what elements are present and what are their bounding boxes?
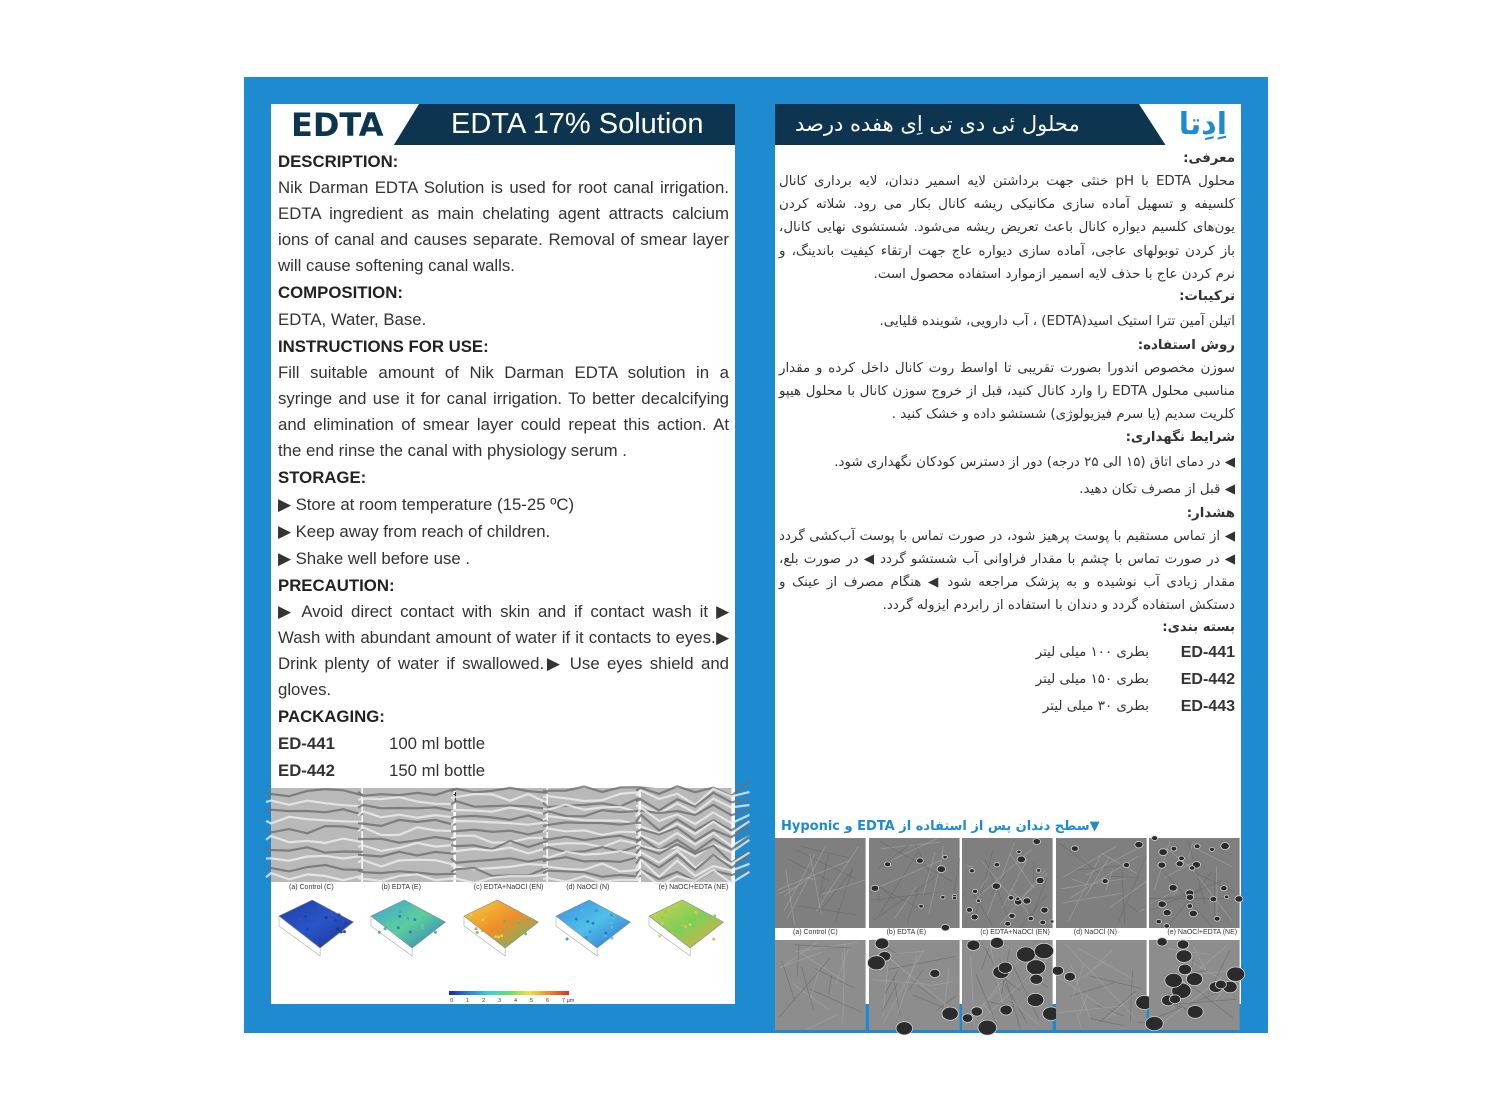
scale-tick: 7 µm — [562, 998, 575, 1004]
composition-heading-fa: ترکیبات: — [1179, 289, 1235, 305]
sem-image — [869, 838, 960, 928]
scale-tick: 5 — [530, 998, 534, 1004]
heatmap-image — [462, 896, 540, 956]
storage-item-fa: ◀ در دمای اتاق (۱۵ الی ۲۵ درجه) دور از دسترس کودکان نگهداری شود. — [834, 454, 1235, 470]
english-header — [271, 104, 735, 145]
description-heading: DESCRIPTION: — [278, 152, 399, 171]
figure-caption: ▼سطح دندان پس از استفاده از EDTA و Hyponic — [781, 819, 1100, 834]
instructions-text: Fill suitable amount of Nik Darman EDTA solution in a syringe and use it for canal irrigation. To better decalcifying and elimination of smear layer could repeat this action. At the end rinse the canal with physiology serum . — [278, 363, 729, 460]
sem-image — [869, 940, 960, 1030]
packaging-row-fa — [779, 666, 1235, 693]
packaging-desc-fa: بطری ۳۰ میلی لیتر — [1042, 699, 1149, 715]
packaging-heading-fa: بسته بندی: — [1162, 620, 1235, 636]
packaging-code: ED-442 — [278, 761, 335, 780]
packaging-desc: 150 ml bottle — [389, 761, 486, 780]
packaging-row — [278, 757, 729, 784]
texture-image — [271, 788, 361, 882]
storage-item: ▶ Shake well before use . — [278, 549, 471, 568]
packaging-code-fa: ED-443 — [1180, 698, 1235, 716]
packaging-code-fa: ED-442 — [1180, 671, 1235, 689]
warning-text: ◀ از تماس مستقیم با پوست پرهیز شود، در صورت تماس با پوست آب‌کشی گردد ◀ در صورت تماس با چشم با مقدار فراوانی آب شستشو گردد ◀ در صورت بلع، مقدار زیادی آب نوشیده و به پزشک مراجعه شود ◀ هنگام مصرف از عینک و دستکش استفاده گردد و دندان با استفاده از رابردم ایزوله گردد. — [779, 528, 1235, 614]
scale-tick: 0 — [450, 998, 454, 1004]
packaging-code: ED-441 — [278, 734, 335, 753]
heatmap-image — [277, 896, 355, 956]
scale-tick: 2 — [482, 998, 486, 1004]
sem-label: (c) EDTA+NaOCl (EN) — [980, 929, 1050, 936]
color-scale-bar — [449, 991, 575, 1004]
packaging-desc-fa: بطری ۱۰۰ میلی لیتر — [1035, 645, 1149, 661]
intro-heading: معرفی: — [1183, 151, 1235, 166]
scale-tick: 4 — [514, 998, 518, 1004]
composition-text-fa: اتیلن آمین تترا استیک اسید(EDTA) ، آب دارویی، شوینده قلیایی. — [879, 314, 1235, 330]
texture-image — [641, 788, 731, 882]
composition-text: EDTA, Water, Base. — [278, 310, 427, 329]
product-title-fa: محلول ئی دی تی اِی هفده درصد — [795, 112, 1080, 136]
storage-heading: STORAGE: — [278, 468, 367, 487]
packaging-desc-fa: بطری ۱۵۰ میلی لیتر — [1035, 672, 1149, 688]
storage-item: ▶ Store at room temperature (15-25 ºC) — [278, 495, 575, 514]
scale-tick: 6 — [546, 998, 550, 1004]
sem-image — [1056, 838, 1147, 928]
sem-image — [775, 838, 866, 928]
texture-image — [548, 788, 638, 882]
sem-label: (b) EDTA (E) — [886, 929, 927, 936]
texture-label: (a) Control (C) — [289, 884, 334, 891]
texture-image — [363, 788, 453, 882]
scale-tick: 1 — [466, 998, 470, 1004]
description-text: Nik Darman EDTA Solution is used for root canal irrigation. EDTA ingredient as main chelating agent attracts calcium ions of canal and causes separate. Removal of smear layer will cause softening canal walls. — [278, 178, 729, 275]
composition-heading: COMPOSITION: — [278, 283, 403, 302]
usage-heading: روش استفاده: — [1137, 338, 1235, 354]
english-panel — [271, 104, 735, 1004]
packaging-row — [278, 730, 729, 757]
sem-label: (d) NaOCl (N) — [1073, 929, 1117, 936]
packaging-desc: 100 ml bottle — [389, 734, 486, 753]
brand-name: EDTA — [291, 106, 384, 144]
texture-image — [456, 788, 546, 882]
precaution-text: ▶ Avoid direct contact with skin and if contact wash it ▶ Wash with abundant amount of water if it contacts to eyes.▶ Drink plenty of water if swallowed.▶ Use eyes shield and gloves. — [278, 602, 729, 699]
brochure-frame — [244, 77, 1268, 1033]
heatmap-image — [554, 896, 632, 956]
heatmap-image — [369, 896, 447, 956]
instructions-heading: INSTRUCTIONS FOR USE: — [278, 337, 489, 356]
usage-text: سوزن مخصوص اندورا بصورت تقریبی تا اواسط روت کانال داخل کرده و مقدار مناسبی محلول EDTA را وارد کانال کنید، قبل از خروج سوزن کانال با محلول هیپو کلریت سدیم (یا سرم فیزیولوژی) شستشو داده و خشک کنید . — [779, 361, 1236, 423]
texture-label: (c) EDTA+NaOCl (EN) — [473, 884, 544, 891]
storage-item: ▶ Keep away from reach of children. — [278, 522, 551, 541]
precaution-heading: PRECAUTION: — [278, 576, 395, 595]
product-title: EDTA 17% Solution — [451, 108, 704, 140]
sem-label: (a) Control (C) — [793, 929, 838, 936]
persian-header — [775, 104, 1241, 145]
packaging-row-fa — [779, 693, 1235, 720]
scale-tick: 3 — [498, 998, 502, 1004]
storage-heading-fa: شرایط نگهداری: — [1125, 429, 1235, 445]
storage-item-fa: ◀ قبل از مصرف تکان دهید. — [1079, 481, 1235, 497]
sem-image — [1056, 940, 1147, 1030]
heatmap-image — [647, 896, 725, 956]
warning-heading: هشدار: — [1186, 505, 1235, 521]
texture-label: (b) EDTA (E) — [381, 884, 421, 891]
brand-name-fa: اِدِتا — [1178, 107, 1227, 142]
texture-label: (d) NaOCl (N) — [566, 884, 610, 891]
texture-label: (e) NaOCl+EDTA (NE) — [658, 884, 729, 891]
sem-label: (e) NaOCl+EDTA (NE) — [1167, 929, 1238, 936]
english-body — [278, 148, 729, 811]
persian-panel — [775, 104, 1241, 1004]
sem-image — [1149, 838, 1240, 928]
packaging-heading: PACKAGING: — [278, 707, 385, 726]
sem-image — [962, 940, 1053, 1030]
intro-text: محلول EDTA با pH خنثی جهت برداشتن لایه اسمیر دندان، لایه برداری کانال کلسیفه و تسهیل آماده سازی مکانیکی ریشه کانال بکار می رود. شلاته کردن یون‌های کلسیم دیواره کانال باعث تعریض ریشه می‌شود. شستشوی نهایی کانال، باز کردن توبولهای عاجی، آماده سازی دیواره عاج جهت ارتقاء کیفیت باندینگ، و نرم کردن عاج با حذف لایه اسمیر ازموارد استفاده محصول است. — [779, 174, 1236, 282]
packaging-row-fa — [779, 639, 1235, 666]
persian-body — [779, 148, 1235, 720]
packaging-code-fa: ED-441 — [1180, 644, 1235, 662]
sem-image — [962, 838, 1053, 928]
sem-image — [1149, 940, 1240, 1030]
sem-image — [775, 940, 866, 1030]
